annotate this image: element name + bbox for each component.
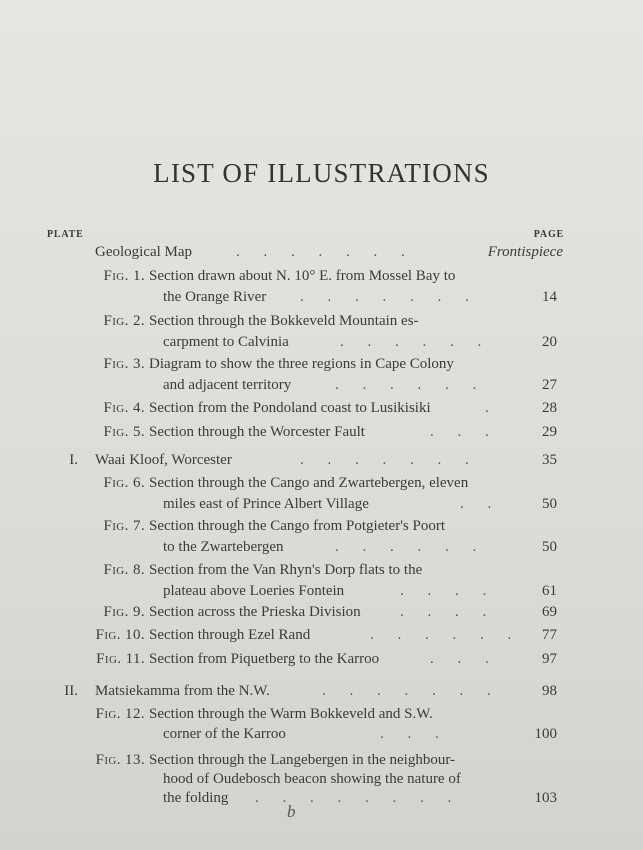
page-number: 29 (542, 424, 557, 440)
page-number: 69 (542, 604, 557, 620)
dot-leaders: . . . . . . . (236, 244, 415, 260)
illustration-caption: Section across the Prieska Division (149, 604, 361, 620)
plate-column-header: PLATE (47, 229, 84, 240)
illustration-number: Fig. 7. (103, 518, 145, 534)
dot-leaders: . . . (430, 424, 499, 440)
list-item-line (0, 493, 643, 515)
illustration-number: II. (64, 683, 78, 699)
illustration-caption: corner of the Karroo (163, 726, 286, 742)
dot-leaders: . . . (430, 651, 499, 667)
illustration-caption: Geological Map (95, 244, 193, 260)
illustration-caption: Section from the Van Rhyn's Dorp flats to the (149, 562, 423, 578)
illustration-number: Fig. 1. (103, 268, 145, 284)
dot-leaders: . . . . . . . (300, 289, 479, 305)
list-item-line (0, 559, 643, 581)
illustration-caption: Section through the Langebergen in the neighbour- (149, 752, 456, 768)
list-item-line (0, 648, 643, 670)
list-item-line (0, 286, 643, 308)
list-item-line (0, 787, 643, 809)
dot-leaders: . . . . . . (370, 627, 522, 643)
page-number: Frontispiece (487, 244, 563, 260)
illustration-caption: Matsiekamma from the N.W. (95, 683, 270, 699)
page-number: 61 (542, 583, 557, 599)
list-item-line (0, 331, 643, 353)
page-number: 14 (542, 289, 557, 305)
dot-leaders: . . . . . . . (300, 452, 479, 468)
illustration-caption: carpment to Calvinia (163, 334, 289, 350)
illustration-caption: Diagram to show the three regions in Cape Colony (149, 356, 454, 372)
dot-leaders: . (485, 400, 499, 416)
list-item-line (0, 421, 643, 443)
list-item-line (0, 265, 643, 287)
page-number: 27 (542, 377, 557, 393)
illustration-number: Fig. 11. (96, 651, 145, 667)
page-number: 28 (542, 400, 557, 416)
list-item-line (0, 241, 643, 263)
illustration-number: Fig. 6. (103, 475, 145, 491)
list-item-line (0, 353, 643, 375)
illustration-caption: Section through the Cango and Zwartebergen, eleven (149, 475, 469, 491)
list-item-line (0, 703, 643, 725)
list-item-line (0, 723, 643, 745)
list-item-line (0, 310, 643, 332)
dot-leaders: . . . . . . (340, 334, 492, 350)
list-item-line (0, 374, 643, 396)
illustration-caption: the Orange River (163, 289, 267, 305)
list-item-line (0, 624, 643, 646)
illustration-number: Fig. 10. (95, 627, 145, 643)
illustration-caption: to the Zwartebergen (163, 539, 284, 555)
dot-leaders: . . . . . . (335, 539, 487, 555)
illustration-caption: Section through the Warm Bokkeveld and S.W. (149, 706, 433, 722)
illustration-caption: Section through the Worcester Fault (149, 424, 365, 440)
page-number: 35 (542, 452, 557, 468)
dot-leaders: . . . . . . (335, 377, 487, 393)
list-item-line (0, 680, 643, 702)
illustration-caption: Section from Piquetberg to the Karroo (149, 651, 380, 667)
illustration-caption: Waai Kloof, Worcester (95, 452, 232, 468)
page-number: 50 (542, 539, 557, 555)
illustration-caption: hood of Oudebosch beacon showing the nature of (163, 771, 461, 787)
illustration-number: Fig. 13. (95, 752, 145, 768)
illustration-caption: and adjacent territory (163, 377, 292, 393)
page-number: 103 (534, 790, 557, 806)
dot-leaders: . . . . . . . (322, 683, 501, 699)
illustration-number: Fig. 3. (103, 356, 145, 372)
illustration-caption: Section through the Bokkeveld Mountain es- (149, 313, 419, 329)
illustration-caption: Section through Ezel Rand (149, 627, 311, 643)
list-item-line (0, 515, 643, 537)
illustration-caption: miles east of Prince Albert Village (163, 496, 369, 512)
dot-leaders: . . (460, 496, 502, 512)
illustration-caption: Section through the Cango from Potgieter's Poort (149, 518, 446, 534)
illustration-number: Fig. 5. (103, 424, 145, 440)
illustration-caption: Section from the Pondoland coast to Lusikisiki (149, 400, 431, 416)
page-number: 77 (542, 627, 557, 643)
illustration-number: I. (69, 452, 78, 468)
page-number: 97 (542, 651, 557, 667)
illustration-number: Fig. 8. (103, 562, 145, 578)
illustration-number: Fig. 4. (103, 400, 145, 416)
list-item-line (0, 472, 643, 494)
dot-leaders: . . . (380, 726, 449, 742)
page-number: 100 (534, 726, 557, 742)
page-number: 50 (542, 496, 557, 512)
illustration-caption: the folding (163, 790, 229, 806)
list-item-line (0, 601, 643, 623)
list-item-line (0, 449, 643, 471)
page-title: LIST OF ILLUSTRATIONS (153, 158, 490, 188)
dot-leaders: . . . . (400, 604, 497, 620)
list-item-line (0, 536, 643, 558)
page-number: 20 (542, 334, 557, 350)
signature-mark: b (287, 802, 296, 821)
page-column-header: PAGE (533, 229, 564, 240)
illustration-caption: plateau above Loeries Fontein (163, 583, 345, 599)
page-number: 98 (542, 683, 557, 699)
dot-leaders: . . . . . . . . (255, 790, 462, 806)
illustration-caption: Section drawn about N. 10° E. from Mossel Bay to (149, 268, 456, 284)
illustration-number: Fig. 9. (103, 604, 145, 620)
list-item-line (0, 580, 643, 602)
dot-leaders: . . . . (400, 583, 497, 599)
illustration-number: Fig. 12. (95, 706, 145, 722)
list-item-line (0, 397, 643, 419)
illustration-number: Fig. 2. (103, 313, 145, 329)
